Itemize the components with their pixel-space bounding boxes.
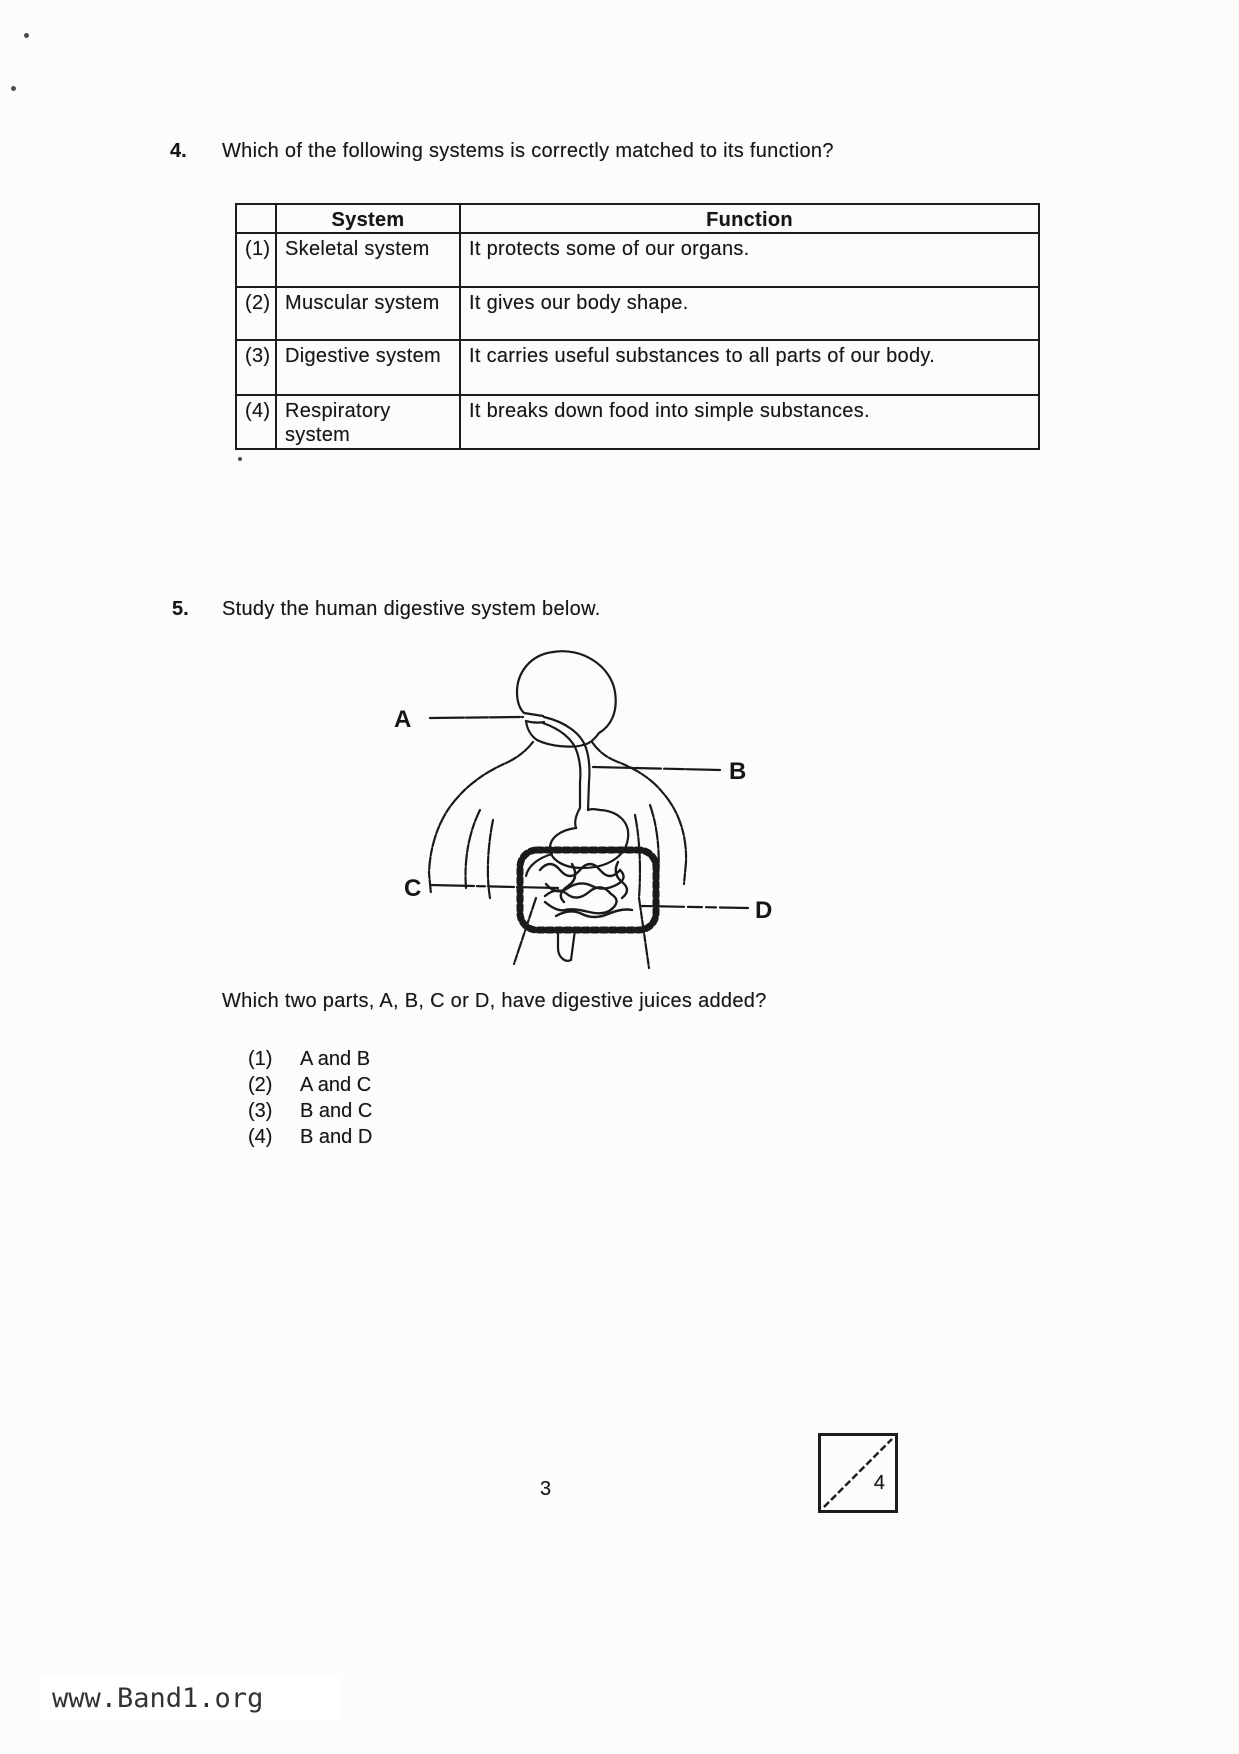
stomach [550, 808, 628, 868]
table-cell-system: Digestive system [277, 341, 461, 396]
option-text: A and B [300, 1048, 371, 1070]
digestive-system-diagram [330, 630, 790, 987]
corner-box-number: 4 [873, 1472, 885, 1494]
option-row [248, 1098, 372, 1124]
label-line-a [430, 717, 523, 718]
option-number: (3) [248, 1100, 273, 1122]
q5-prompt: Study the human digestive system below. [222, 598, 601, 620]
rectum [558, 930, 575, 961]
large-intestine [520, 850, 656, 930]
esophagus [543, 717, 589, 810]
scan-speck [11, 86, 16, 91]
q5-options [248, 1046, 372, 1150]
watermark-text: www.Band1.org [52, 1683, 264, 1714]
table-cell-function: It breaks down food into simple substances. [469, 400, 870, 422]
table-header-function: Function [461, 205, 1038, 234]
option-text: B and D [300, 1126, 373, 1148]
table-header-system: System [277, 205, 461, 234]
table-cell-function: It carries useful substances to all parts of our body. [461, 341, 1038, 396]
diagram-label-a: A [394, 706, 412, 733]
diagram-label-d: D [755, 897, 773, 924]
scan-speck [24, 33, 29, 38]
option-text: B and C [300, 1100, 373, 1122]
diagram-label-c: C [404, 875, 422, 902]
q5-question: Which two parts, A, B, C or D, have digestive juices added? [222, 990, 767, 1012]
table-cell-num: (3) [237, 341, 277, 396]
table-cell-system: Respiratory system [277, 396, 461, 448]
option-number: (2) [248, 1074, 273, 1096]
option-row [248, 1046, 372, 1072]
q4-prompt: Which of the following systems is correctly matched to its function? [222, 140, 834, 162]
page-number: 3 [540, 1478, 552, 1500]
option-text: A and C [300, 1074, 372, 1096]
table-cell-function: It protects some of our organs. [461, 234, 1038, 288]
small-intestine [540, 862, 632, 917]
q4-number: 4. [170, 140, 187, 162]
table-header-blank [237, 205, 277, 234]
option-number: (4) [248, 1126, 273, 1148]
mouth-line [524, 713, 543, 716]
table-cell-system: Skeletal system [277, 234, 461, 288]
option-number: (1) [248, 1048, 273, 1070]
label-line-b [593, 767, 720, 770]
diagram-label-b: B [729, 758, 747, 785]
table-cell-system: Muscular system [277, 288, 461, 341]
label-line-c [430, 885, 558, 888]
page-corner-box [818, 1433, 898, 1513]
scan-speck [238, 457, 242, 461]
table-cell-function: It gives our body shape. [461, 288, 1038, 341]
table-cell-num: (4) [237, 396, 277, 448]
table-cell-num: (2) [237, 288, 277, 341]
option-row [248, 1072, 372, 1098]
q5-number: 5. [172, 598, 189, 620]
watermark-strip [40, 1676, 340, 1720]
table-cell-num: (1) [237, 234, 277, 288]
q4-table [235, 203, 1040, 450]
head-outline [517, 651, 616, 746]
option-row [248, 1124, 372, 1150]
